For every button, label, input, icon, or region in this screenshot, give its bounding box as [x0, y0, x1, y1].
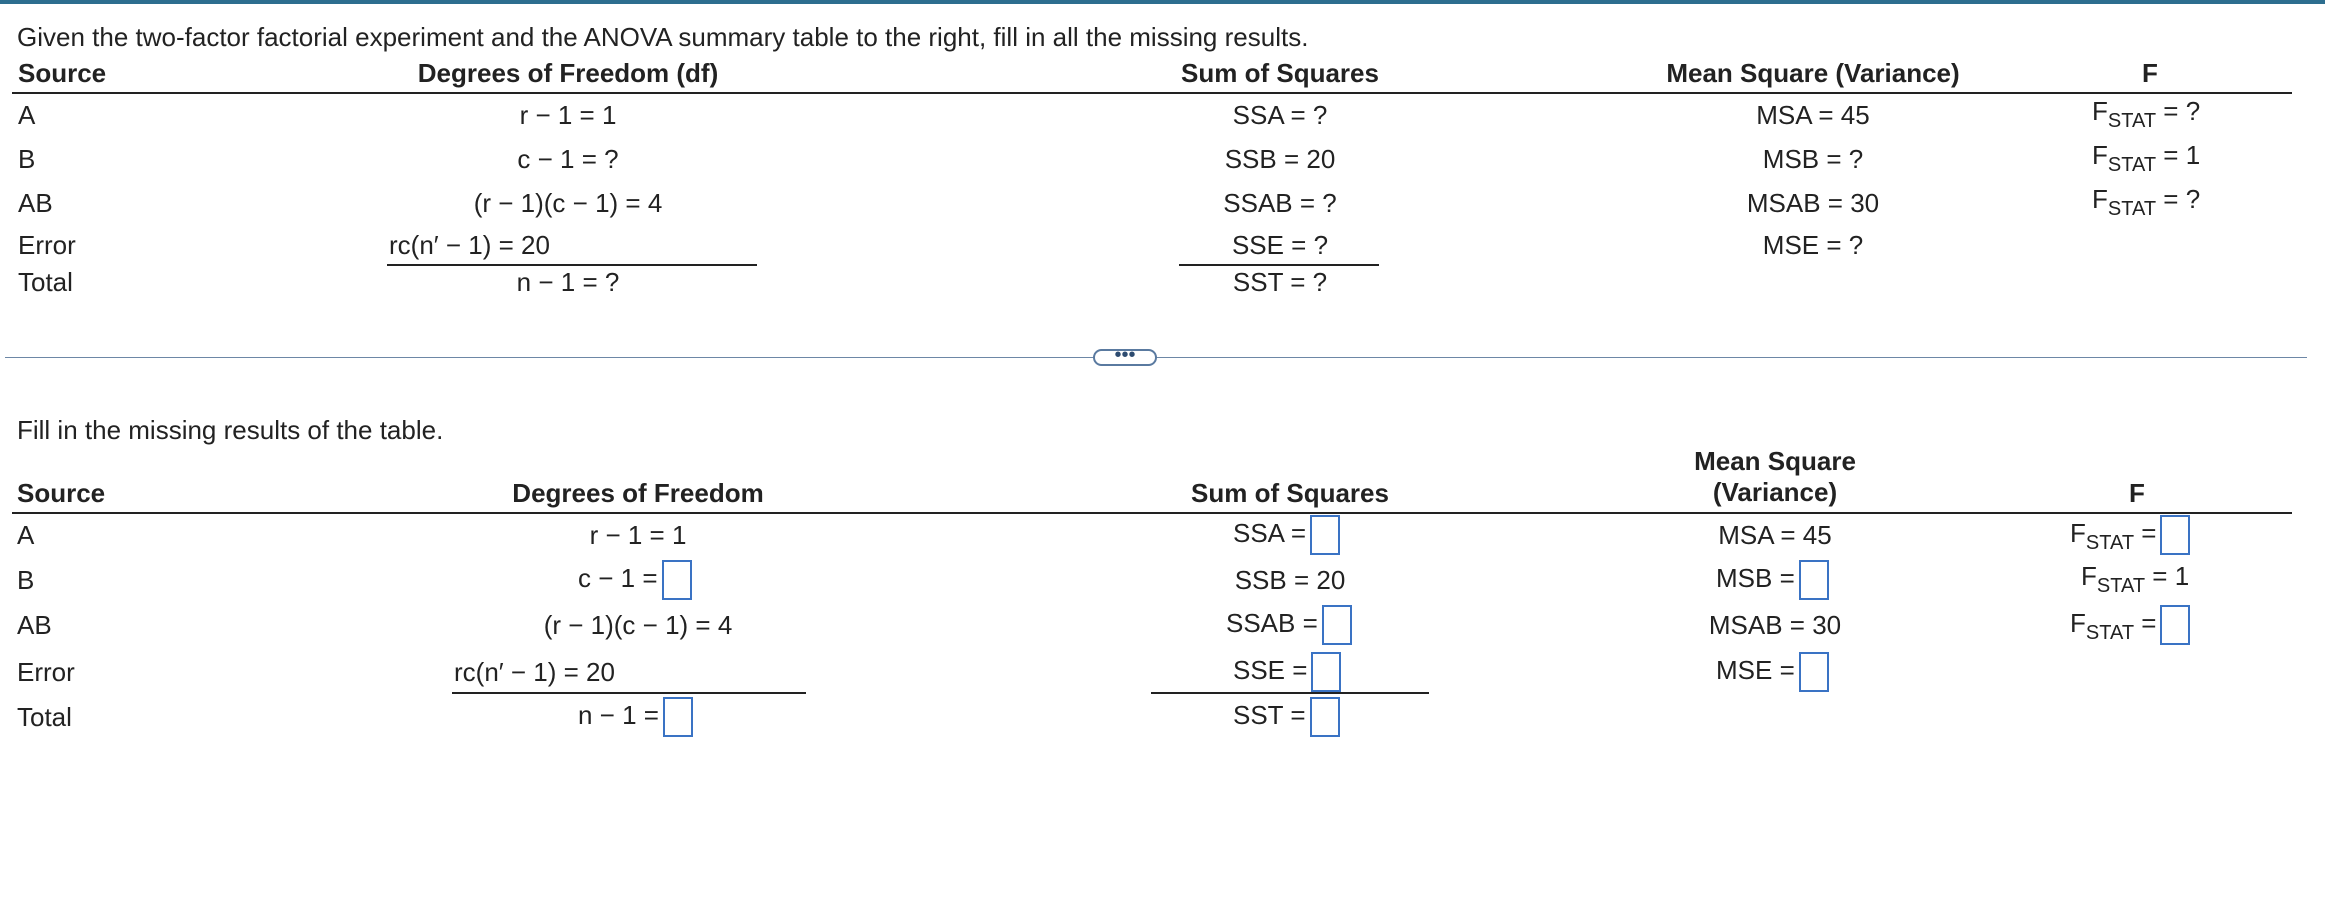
t2-df-b: c − 1 = [578, 560, 692, 600]
t1-ms-b: MSB = ? [1762, 144, 1864, 174]
t1-df-b: c − 1 = ? [517, 144, 619, 174]
t2-f-ab-input[interactable] [2160, 605, 2190, 645]
t1-df-ab: (r − 1)(c − 1) = 4 [473, 188, 663, 218]
t1-ms-ab: MSAB = 30 [1746, 188, 1880, 218]
t2-df-error: rc(n′ − 1) = 20 [454, 657, 615, 687]
fill-prompt: Fill in the missing results of the table. [17, 415, 444, 445]
question-prompt: Given the two-factor factorial experiment and the ANOVA summary table to the right, fill in all the missing results. [17, 22, 1309, 52]
t2-header-f: F [2129, 478, 2145, 508]
t1-f-b: $F_{STAT} = 1$ [2092, 140, 2201, 176]
t2-ms-a: MSA = 45 [1718, 520, 1832, 550]
t2-header-df: Degrees of Freedom [512, 478, 764, 508]
t1-source-a: A [18, 100, 36, 130]
t1-ms-a: MSA = 45 [1756, 100, 1870, 130]
t2-df-b-input[interactable] [662, 560, 692, 600]
t1-source-total: Total [18, 267, 73, 297]
t2-ss-b: SSB = 20 [1234, 565, 1346, 595]
t1-header-rule [12, 92, 2292, 94]
t1-f-ab: $F_{STAT}$ = ? [2092, 184, 2201, 220]
t2-df-total-input[interactable] [663, 697, 693, 737]
t2-source-a: A [17, 520, 35, 550]
t2-ss-error: SSE = [1233, 652, 1341, 692]
t1-source-b: B [18, 144, 36, 174]
t2-f-b: $F_{STAT} = 1$ [2081, 561, 2190, 597]
t2-ss-total-input[interactable] [1310, 697, 1340, 737]
t1-ss-b: SSB = 20 [1224, 144, 1336, 174]
t1-ss-a: SSA = ? [1232, 100, 1328, 130]
t1-ss-ab: SSAB = ? [1223, 188, 1337, 218]
t2-ss-ab-input[interactable] [1322, 605, 1352, 645]
t1-header-f: F [2142, 58, 2158, 88]
t2-header-ms-line1: Mean Square [1694, 446, 1856, 476]
t1-source-ab: AB [18, 188, 53, 218]
t2-header-ms [1694, 446, 1856, 508]
t2-header-ms-line2: (Variance) [1712, 477, 1838, 507]
t2-df-ab: (r − 1)(c − 1) = 4 [543, 610, 733, 640]
t1-header-source: Source [18, 58, 107, 88]
t2-ms-ab: MSAB = 30 [1708, 610, 1842, 640]
t1-df-total: n − 1 = ? [516, 267, 620, 297]
t2-ss-total: SST = [1233, 697, 1340, 737]
t2-ms-error: MSE = [1716, 652, 1829, 692]
t2-ss-error-input[interactable] [1311, 652, 1341, 692]
t2-df-sum-rule [452, 692, 806, 694]
t2-f-ab: $F_{STAT}$ = [2070, 605, 2190, 645]
t2-header-rule [12, 512, 2292, 514]
t2-f-a: $F_{STAT}$ = [2070, 515, 2190, 555]
t1-ms-error: MSE = ? [1762, 230, 1864, 260]
t1-ss-error: SSE = ? [1231, 230, 1329, 260]
t2-f-a-input[interactable] [2160, 515, 2190, 555]
t1-df-error: rc(n′ − 1) = 20 [389, 230, 550, 260]
t1-header-ss: Sum of Squares [1181, 58, 1379, 88]
expand-collapse-handle[interactable]: ••• [1093, 349, 1157, 366]
t2-ms-b-input[interactable] [1799, 560, 1829, 600]
t1-df-a: r − 1 = 1 [519, 100, 617, 130]
t1-f-a: $F_{STAT}$ = ? [2092, 96, 2201, 132]
t2-header-source: Source [17, 478, 106, 508]
t2-header-ss: Sum of Squares [1191, 478, 1389, 508]
t2-df-a: r − 1 = 1 [589, 520, 687, 550]
t2-source-total: Total [17, 702, 72, 732]
t2-source-ab: AB [17, 610, 52, 640]
t1-ss-total: SST = ? [1232, 267, 1328, 297]
t2-source-b: B [17, 565, 35, 595]
t2-ss-a-input[interactable] [1310, 515, 1340, 555]
top-accent-bar [0, 0, 2325, 4]
t2-df-total: n − 1 = [578, 697, 693, 737]
t2-ss-a: SSA = [1233, 515, 1340, 555]
t2-ss-ab: SSAB = [1226, 605, 1352, 645]
t2-ms-error-input[interactable] [1799, 652, 1829, 692]
t2-ss-sum-rule [1151, 692, 1429, 694]
t2-source-error: Error [17, 657, 75, 687]
t2-ms-b: MSB = [1716, 560, 1829, 600]
t1-header-ms: Mean Square (Variance) [1666, 58, 1960, 88]
t1-header-df: Degrees of Freedom (df) [417, 58, 719, 88]
t1-source-error: Error [18, 230, 76, 260]
